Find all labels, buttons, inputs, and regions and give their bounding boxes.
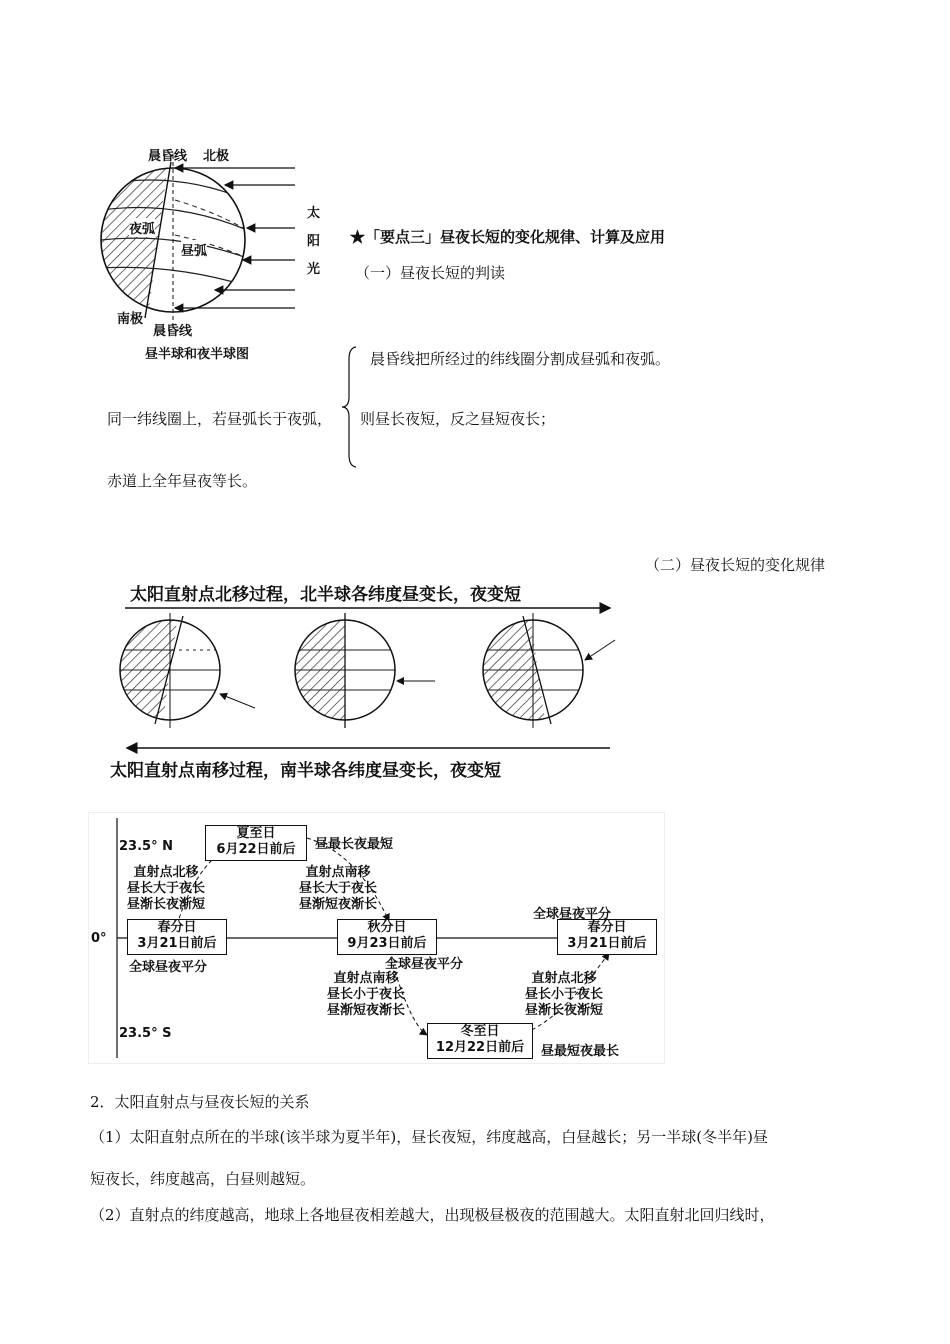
box-autumn-date: 9月23日前后 [347,936,427,951]
label-terminator-top: 晨昏线 [148,149,188,164]
brace-line-2-left: 同一纬线圈上，若昼弧长于夜弧， [107,410,333,428]
label-night-arc: 夜弧 [129,218,155,237]
text-block-sw [327,971,405,1019]
note-spring-2: 全球昼夜平分 [533,907,612,922]
para1-line2: 短夜长，纬度越高，白昼则越短。 [90,1170,316,1188]
text-sw-1: 直射点南移 [333,971,399,986]
figure-annual-cycle [88,812,665,1064]
box-autumn-title: 秋分日 [367,920,407,935]
box-summer-date: 6月22日前后 [216,842,296,857]
para-heading: 2．太阳直射点与昼夜长短的关系 [90,1093,310,1111]
label-sunlight-2: 阳 [307,234,321,249]
note-summer: 昼最长夜最短 [315,837,394,852]
subsection-title-2: （二）昼夜长短的变化规律 [645,556,826,574]
label-sunlight-1: 太 [307,206,321,221]
box-spring-date: 3月21日前后 [137,936,217,951]
figure-day-night-hemispheres [95,140,335,365]
curly-brace [340,345,360,470]
text-nw-1: 直射点北移 [133,865,199,880]
subsection-title-1: （一）昼夜长短的判读 [355,264,506,282]
box-spring-equinox-2 [557,919,657,955]
brace-line-2-right: 则昼长夜短，反之昼短夜长； [360,410,556,428]
lat-equator: 0° [91,931,107,946]
label-sunlight-3: 光 [307,262,321,277]
text-se-1: 直射点北移 [531,971,597,986]
note-winter: 昼最短夜最长 [541,1044,620,1059]
box-autumn-equinox [337,919,437,955]
text-block-se [525,971,603,1019]
box-winter-title: 冬至日 [460,1024,500,1039]
text-sw-2: 昼长小于夜长 [327,987,406,1002]
para1-line1: （1）太阳直射点所在的半球(该半球为夏半年)，昼长夜短，纬度越高，白昼越长；另一半球(冬半年)昼 [90,1128,768,1146]
label-south-pole: 南极 [117,312,144,327]
box-summer-title: 夏至日 [236,826,276,841]
box-spring2-date: 3月21日前后 [567,936,647,951]
text-sw-3: 昼渐短夜渐长 [327,1003,406,1018]
figure-solar-point-shift [105,578,625,783]
section-title: ★「要点三」昼夜长短的变化规律、计算及应用 [350,228,666,246]
caption-southward: 太阳直射点南移过程，南半球各纬度昼变长，夜变短 [110,761,501,781]
text-nw-2: 昼长大于夜长 [127,881,206,896]
text-se-2: 昼长小于夜长 [525,987,604,1002]
note-spring: 全球昼夜平分 [129,960,208,975]
box-winter-date: 12月22日前后 [435,1040,525,1055]
label-terminator-bottom: 晨昏线 [153,324,193,339]
text-ne-3: 昼渐短夜渐长 [299,897,378,912]
lat-north: 23.5° N [119,839,173,854]
text-ne-1: 直射点南移 [305,865,371,880]
box-spring-title: 春分日 [157,920,197,935]
lat-south: 23.5° S [119,1026,172,1041]
globes-diagram [105,578,625,783]
box-summer-solstice [205,825,307,861]
text-se-3: 昼渐长夜渐短 [525,1003,604,1018]
figure-caption: 昼半球和夜半球图 [145,347,250,362]
text-nw-3: 昼渐长夜渐短 [127,897,206,912]
caption-northward: 太阳直射点北移过程，北半球各纬度昼变长，夜变短 [130,585,521,605]
note-autumn: 全球昼夜平分 [385,957,464,972]
box-spring2-title: 春分日 [587,920,627,935]
globe-diagram [95,140,335,365]
label-day-arc: 昼弧 [181,240,207,259]
box-winter-solstice [427,1023,533,1059]
box-spring-equinox [127,919,227,955]
brace-line-3: 赤道上全年昼夜等长。 [107,472,258,490]
text-block-ne [299,865,377,913]
text-ne-2: 昼长大于夜长 [299,881,378,896]
text-block-nw [127,865,205,913]
brace-line-1: 晨昏线把所经过的纬线圈分割成昼弧和夜弧。 [370,350,671,368]
label-north-pole: 北极 [203,149,230,164]
para2-line1: （2）直射点的纬度越高，地球上各地昼夜相差越大，出现极昼极夜的范围越大。太阳直射北回归线时， [90,1206,775,1224]
